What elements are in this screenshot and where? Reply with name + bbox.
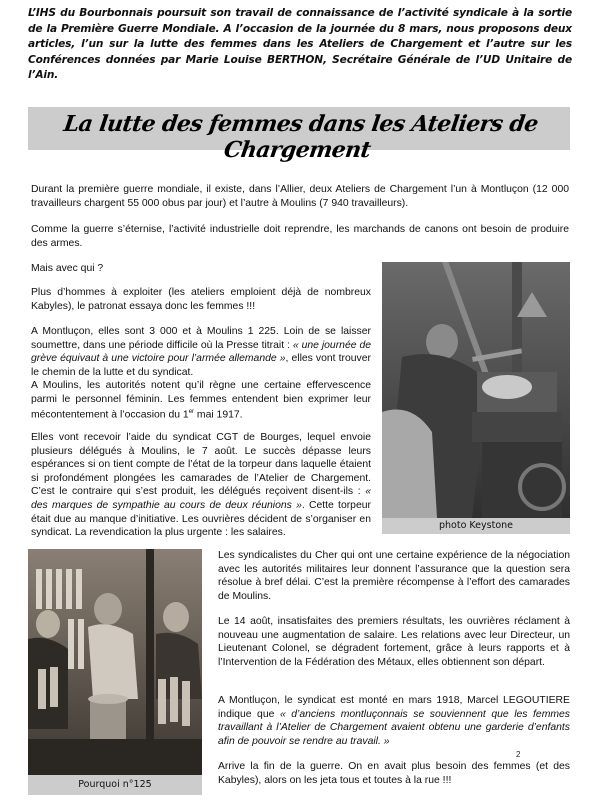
paragraph-6 xyxy=(31,379,371,422)
photo-caption-pourquoi: Pourquoi n°125 xyxy=(28,775,202,795)
photo-keystone xyxy=(382,262,570,518)
photo-pourquoi xyxy=(28,549,202,775)
page-number: 2 xyxy=(516,750,521,759)
quote: « une journée de grève équivaut à une victoire pour l’armée allemande » xyxy=(31,339,371,365)
quote: « des marques de sympathie au cours de deux réunions » xyxy=(31,486,371,511)
photo-caption-keystone: photo Keystone xyxy=(382,518,570,534)
article-title-bar xyxy=(28,107,570,163)
paragraph-7 xyxy=(31,431,371,540)
text: Elles vont recevoir l’aide du syndicat CGT de Bourges, lequel envoie plusieurs délégués à Moulins, le 7 août. Le succès dépasse leurs espérances si on tient compte de l’état de la torpeur dans laquelle étaient si profondément plongées les camarades de l’Atelier de Chargement. C’est le contraire qui s’est produit, les délégués reçoivent disent-ils : xyxy=(31,432,371,498)
paragraph-10 xyxy=(218,694,570,748)
text: mai 1917. xyxy=(194,409,243,421)
article-title: La lutte des femmes dans les Ateliers de Chargement xyxy=(62,111,540,163)
text: . Cette torpeur était due au manque d’initiative. Les ouvrières décident de s’organiser en syndicat. La revendication la plus urgente : les salaires. xyxy=(31,499,371,539)
quote: « d’anciens montluçonnais se souviennent que les femmes travaillant à l’Atelier de Chargement avaient obtenu une garderie d’enfants afin de pouvoir se rendre au travail. » xyxy=(218,708,570,747)
paragraph-1: Durant la première guerre mondiale, il existe, dans l’Allier, deux Ateliers de Chargement l’un à Montluçon (12 000 travailleurs chargent 55 000 obus par jour) et l’autre à Moulins (7 940 travailleurs). xyxy=(31,184,569,209)
paragraph-9: Le 14 août, insatisfaites des premiers résultats, les ouvrières réclament à nouveau une augmentation de salaire. Les relations avec leur Directeur, un Lieutenant Colonel, se dégradent fortement, grâce à leurs rapports et à l’Intervention de la Fédération des Métaux, elles obtiennent son départ. xyxy=(218,616,570,668)
intro-paragraph: L’IHS du Bourbonnais poursuit son travail de connaissance de l’activité syndicale à la sortie de la Première Guerre Mondiale. A l’occasion de la journée du 8 mars, nous proposons deux articles, l’un sur la lutte des femmes dans les Ateliers de Chargement et l’autre sur les Conférences données par Marie Louise BERTHON, Secrétaire Générale de l’UD Unitaire de l’Ain. xyxy=(28,7,572,82)
paragraph-2: Comme la guerre s’éternise, l’activité industrielle doit reprendre, les marchands de canons ont besoin de produire des armes. xyxy=(31,224,569,249)
text: A Moulins, les autorités notent qu’il règne une certaine effervescence parmi le personnel féminin. Les femmes entendent bien exprimer leur mécontentement à l’occasion du 1 xyxy=(31,380,371,421)
text: , elles vont trouver le chemin de la lutte et du syndicat. xyxy=(31,353,371,378)
superscript: er xyxy=(188,409,195,416)
paragraph-3: Mais avec qui ? xyxy=(31,263,104,274)
photo-woman-at-lathe xyxy=(382,262,570,518)
text: A Montluçon, le syndicat est monté en mars 1918, Marcel LEGOUTIERE indique que xyxy=(218,695,570,720)
photo-women-shell-workers xyxy=(28,549,202,775)
paragraph-11: Arrive la fin de la guerre. On en avait plus besoin des femmes (et des Kabyles), alors on les jeta tous et toutes à la rue !!! xyxy=(218,761,570,786)
paragraph-8: Les syndicalistes du Cher qui ont une certaine expérience de la négociation avec les autorités militaires leur donnent l’assurance que la question sera résolue à bref délai. C’est la première récompense à l’effort des camarades de Moulins. xyxy=(218,550,570,602)
paragraph-5 xyxy=(31,325,371,379)
paragraph-4: Plus d’hommes à exploiter (les ateliers emploient déjà de nombreux Kabyles), le patronat essaya donc les femmes !!! xyxy=(31,287,371,312)
text: A Montluçon, elles sont 3 000 et à Moulins 1 225. Loin de se laisser soumettre, dans une période difficile où la Presse titrait : xyxy=(31,326,371,351)
